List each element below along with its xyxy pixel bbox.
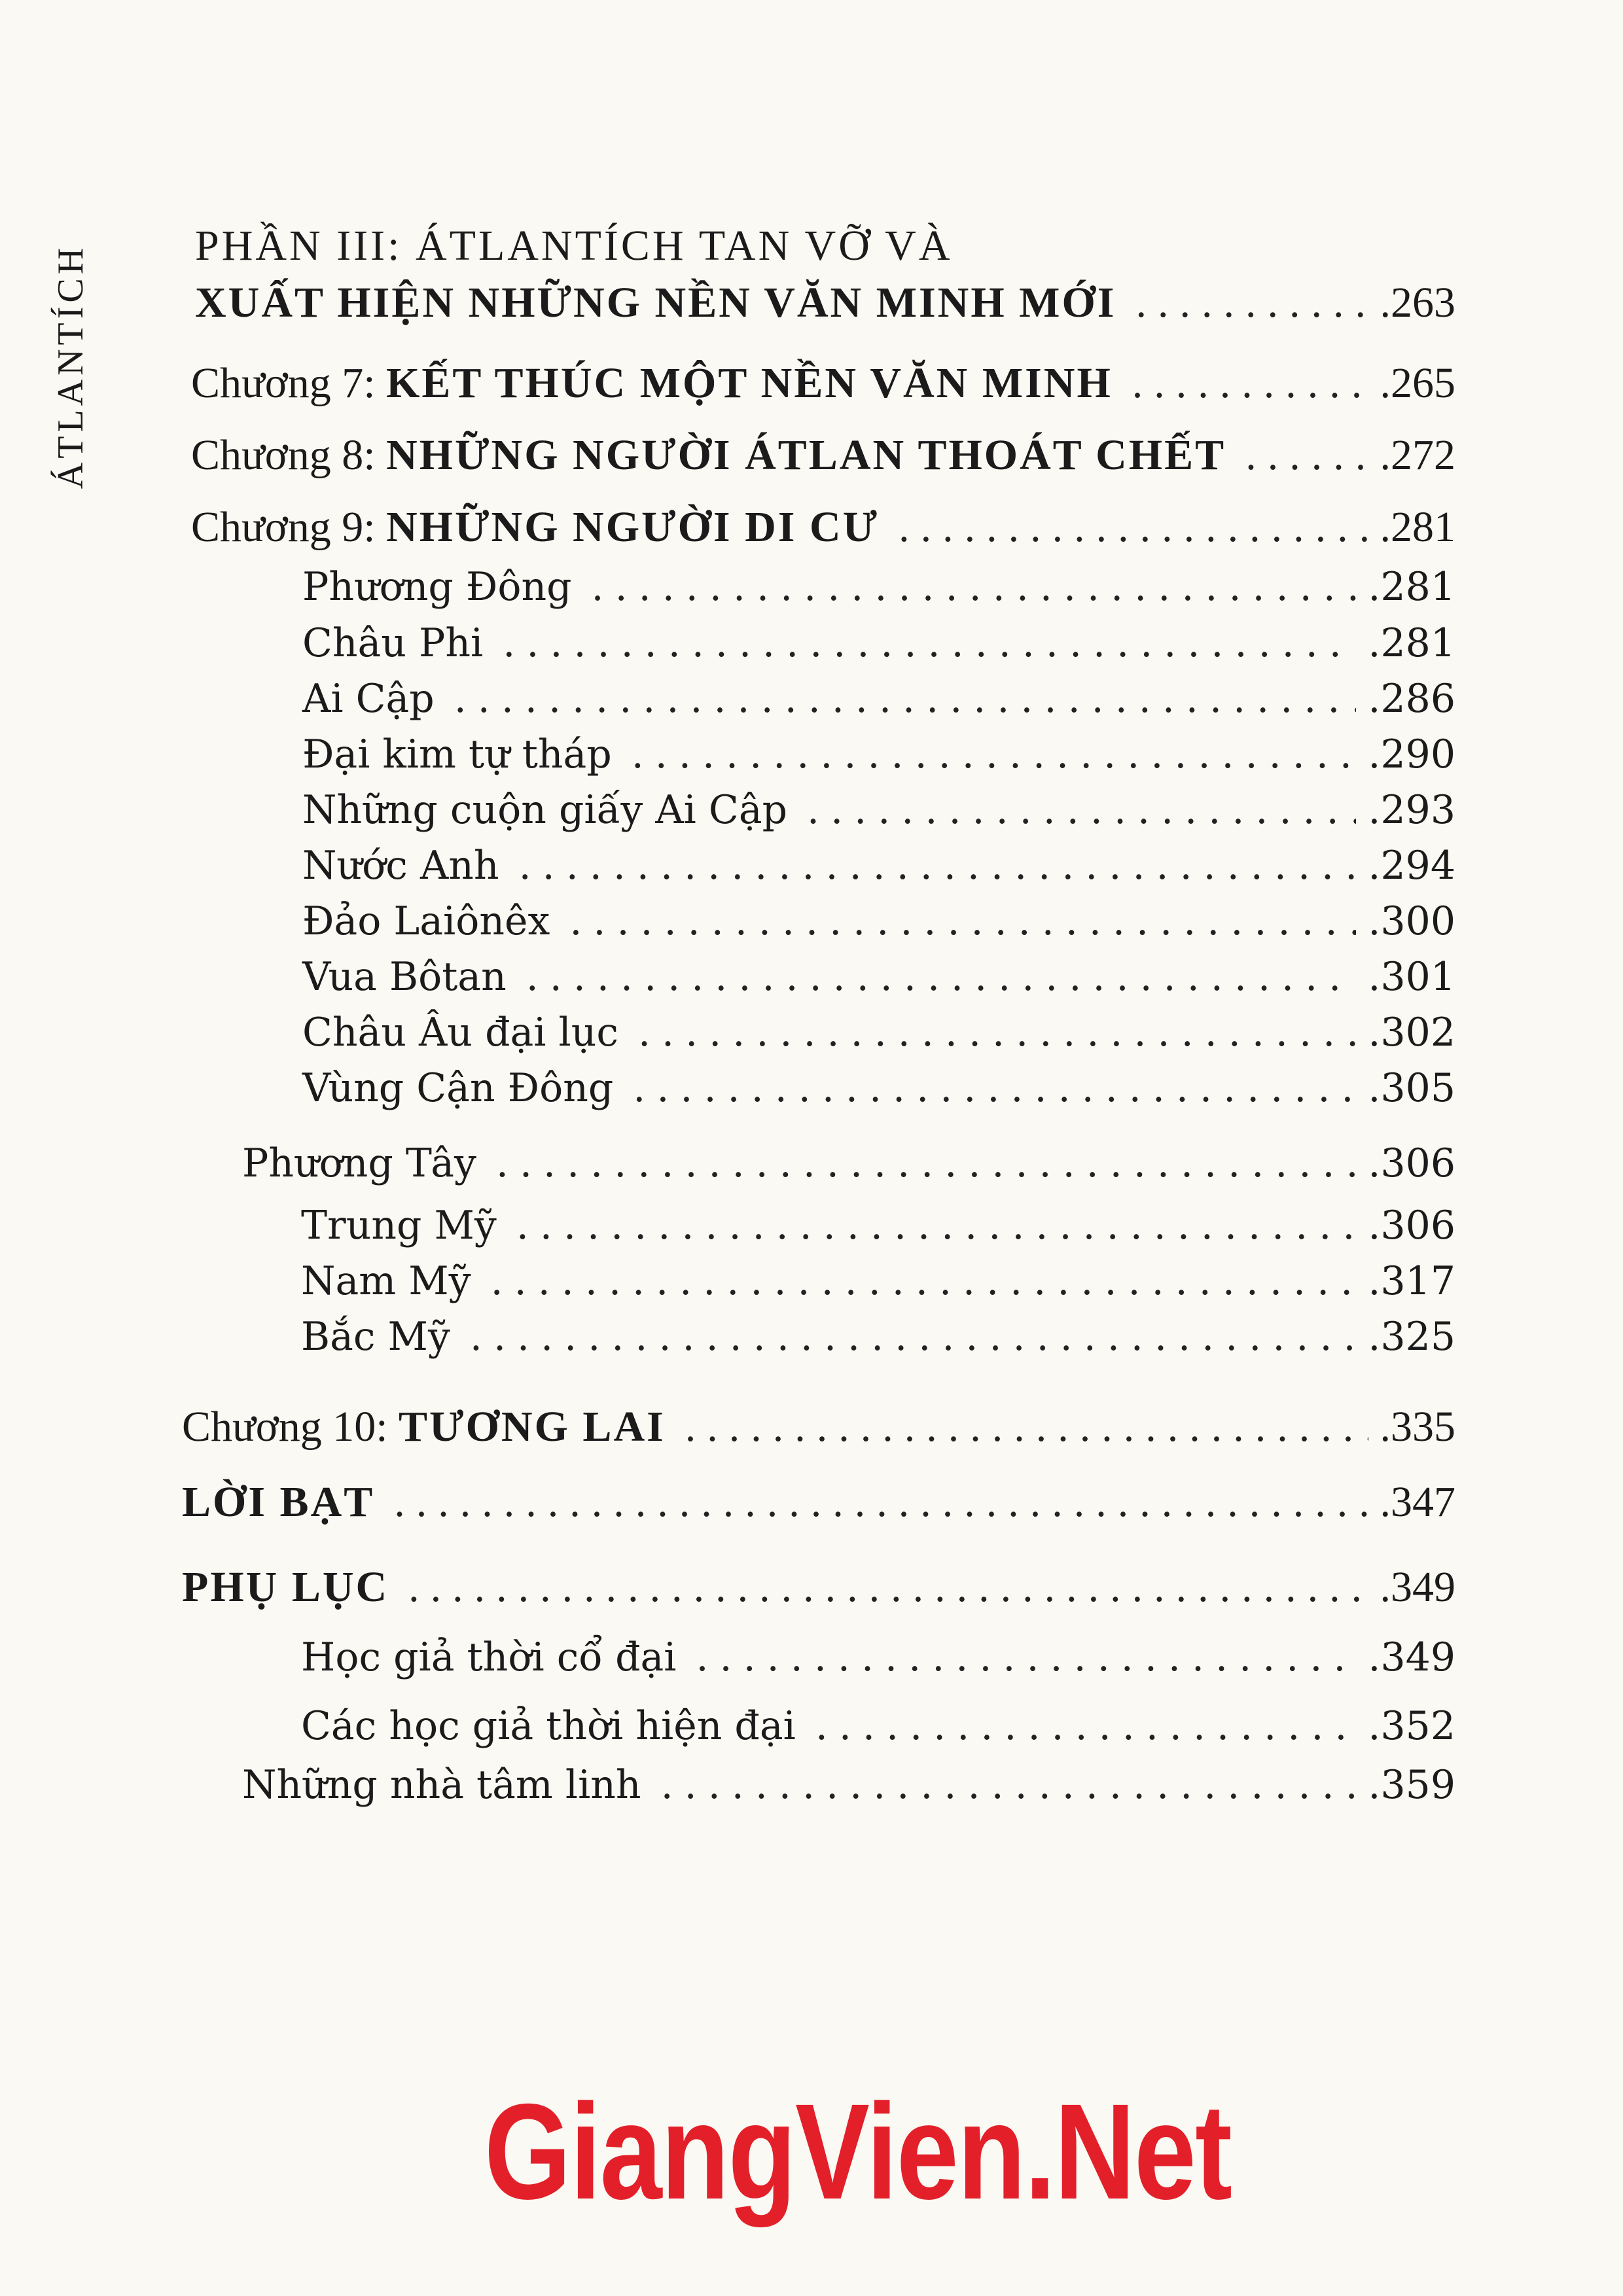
leader-dots xyxy=(807,787,1356,833)
leader-dots xyxy=(454,676,1357,722)
section-title: Châu Phi xyxy=(302,620,484,666)
toc-row-trung-my xyxy=(301,1203,1455,1248)
page-number: .290 xyxy=(1368,732,1455,777)
toc-row-ai-cap xyxy=(302,676,1455,722)
part-3-heading-line-2: XUẤT HIỆN NHỮNG NỀN VĂN MINH MỚI xyxy=(195,279,1116,327)
toc-row-nuoc-anh xyxy=(302,843,1455,889)
toc-row-nha-tam-linh xyxy=(242,1762,1455,1808)
leader-dots xyxy=(408,1563,1368,1612)
chapter-label: Chương 9: xyxy=(191,503,376,551)
page-number: .306 xyxy=(1368,1203,1455,1248)
leader-dots xyxy=(1136,278,1368,328)
section-title: Bắc Mỹ xyxy=(301,1314,450,1360)
leader-dots xyxy=(519,843,1357,889)
toc-row-loi-bat xyxy=(182,1477,1455,1527)
toc-row-part-3 xyxy=(195,278,1455,328)
leader-dots xyxy=(1132,359,1368,408)
toc-row-chau-phi xyxy=(302,620,1455,666)
section-title: Các học giả thời hiện đại xyxy=(301,1703,796,1749)
chapter-title: NHỮNG NGƯỜI ÁTLAN THOÁT CHẾT xyxy=(386,431,1226,479)
section-title: Nước Anh xyxy=(302,843,499,889)
toc-row-dai-kim-tu-thap xyxy=(302,732,1455,777)
toc-row-nhung-cuon-giay xyxy=(302,787,1455,833)
toc-row-phu-luc xyxy=(182,1563,1455,1612)
leader-dots xyxy=(685,1402,1368,1452)
page-number: .352 xyxy=(1368,1703,1455,1749)
section-title: Phương Đông xyxy=(302,564,572,610)
toc-row-phuong-tay xyxy=(242,1140,1455,1186)
page-number: .302 xyxy=(1368,1010,1455,1055)
toc-row-dao-laionex xyxy=(302,898,1455,944)
leader-dots xyxy=(503,620,1356,666)
page-number: .265 xyxy=(1380,359,1455,407)
page-number: .294 xyxy=(1368,843,1455,889)
section-title: Châu Âu đại lục xyxy=(302,1010,618,1055)
section-title: Học giả thời cổ đại xyxy=(301,1634,677,1680)
page-number: .335 xyxy=(1380,1403,1455,1451)
page-number: .301 xyxy=(1368,954,1455,1000)
leader-dots xyxy=(592,564,1357,610)
page-number: .263 xyxy=(1380,279,1455,327)
section-title: Ai Cập xyxy=(302,676,435,722)
page-number: .359 xyxy=(1368,1762,1455,1808)
page-number: .286 xyxy=(1368,676,1455,722)
page-number: .281 xyxy=(1380,503,1455,551)
section-title: Vùng Cận Đông xyxy=(302,1065,614,1111)
chapter-label: Chương 10: xyxy=(182,1403,388,1451)
page-number: .300 xyxy=(1368,898,1455,944)
toc-row-chau-au xyxy=(302,1010,1455,1055)
chapter-label: Chương 8: xyxy=(191,431,376,479)
toc-row-chapter-10 xyxy=(182,1402,1455,1452)
toc-row-vung-can-dong xyxy=(302,1065,1455,1111)
toc-row-phuong-dong xyxy=(302,564,1455,610)
chapter-title: TƯƠNG LAI xyxy=(399,1403,666,1451)
page-number: .325 xyxy=(1368,1314,1455,1360)
section-title: Đại kim tự tháp xyxy=(302,732,612,777)
site-watermark: GiangVien.Net xyxy=(484,2076,1232,2228)
chapter-title: LỜI BẠT xyxy=(182,1478,375,1526)
section-title: Những nhà tâm linh xyxy=(242,1762,641,1808)
toc-row-bac-my xyxy=(301,1314,1455,1360)
leader-dots xyxy=(470,1314,1357,1360)
leader-dots xyxy=(394,1477,1368,1527)
section-title: Nam Mỹ xyxy=(301,1258,471,1304)
leader-dots xyxy=(815,1703,1357,1749)
page-number: .347 xyxy=(1380,1478,1455,1526)
page-number: .293 xyxy=(1368,787,1455,833)
section-title: Phương Tây xyxy=(242,1140,476,1186)
chapter-label: Chương 7: xyxy=(191,359,376,407)
toc-row-hoc-gia-co-dai xyxy=(301,1634,1455,1680)
page-number: .306 xyxy=(1368,1140,1455,1186)
chapter-title: NHỮNG NGƯỜI DI CƯ xyxy=(386,503,880,551)
leader-dots xyxy=(632,732,1357,777)
section-title: Đảo Laiônêx xyxy=(302,898,550,944)
leader-dots xyxy=(569,898,1356,944)
toc-row-chapter-8 xyxy=(191,431,1455,480)
leader-dots xyxy=(516,1203,1357,1248)
leader-dots xyxy=(496,1140,1357,1186)
leader-dots xyxy=(491,1258,1357,1304)
page-number: .317 xyxy=(1368,1258,1455,1304)
part-3-heading-line-1: PHẦN III: ÁTLANTÍCH TAN VỠ VÀ xyxy=(195,222,953,270)
section-title: Trung Mỹ xyxy=(301,1203,497,1248)
section-title: Vua Bôtan xyxy=(302,954,507,1000)
toc-row-chapter-7 xyxy=(191,359,1455,408)
leader-dots xyxy=(526,954,1357,1000)
chapter-title: KẾT THÚC MỘT NỀN VĂN MINH xyxy=(386,359,1113,407)
leader-dots xyxy=(696,1634,1356,1680)
page-number: .305 xyxy=(1368,1065,1455,1111)
leader-dots xyxy=(661,1762,1357,1808)
leader-dots xyxy=(1245,431,1368,480)
page-number: .281 xyxy=(1368,620,1455,666)
page-number: .272 xyxy=(1380,431,1455,479)
spine-title-text: ÁTLANTÍCH xyxy=(50,243,92,489)
page-number: .281 xyxy=(1368,564,1455,610)
page-number: .349 xyxy=(1368,1634,1455,1680)
toc-row-vua-botan xyxy=(302,954,1455,1000)
leader-dots xyxy=(633,1065,1356,1111)
chapter-title: PHỤ LỤC xyxy=(182,1563,389,1611)
leader-dots xyxy=(638,1010,1356,1055)
page-number: .349 xyxy=(1380,1563,1455,1611)
toc-row-nam-my xyxy=(301,1258,1455,1304)
leader-dots xyxy=(899,503,1368,552)
toc-row-chapter-9 xyxy=(191,503,1455,552)
section-title: Những cuộn giấy Ai Cập xyxy=(302,787,788,833)
toc-row-hoc-gia-hien-dai xyxy=(301,1703,1455,1749)
